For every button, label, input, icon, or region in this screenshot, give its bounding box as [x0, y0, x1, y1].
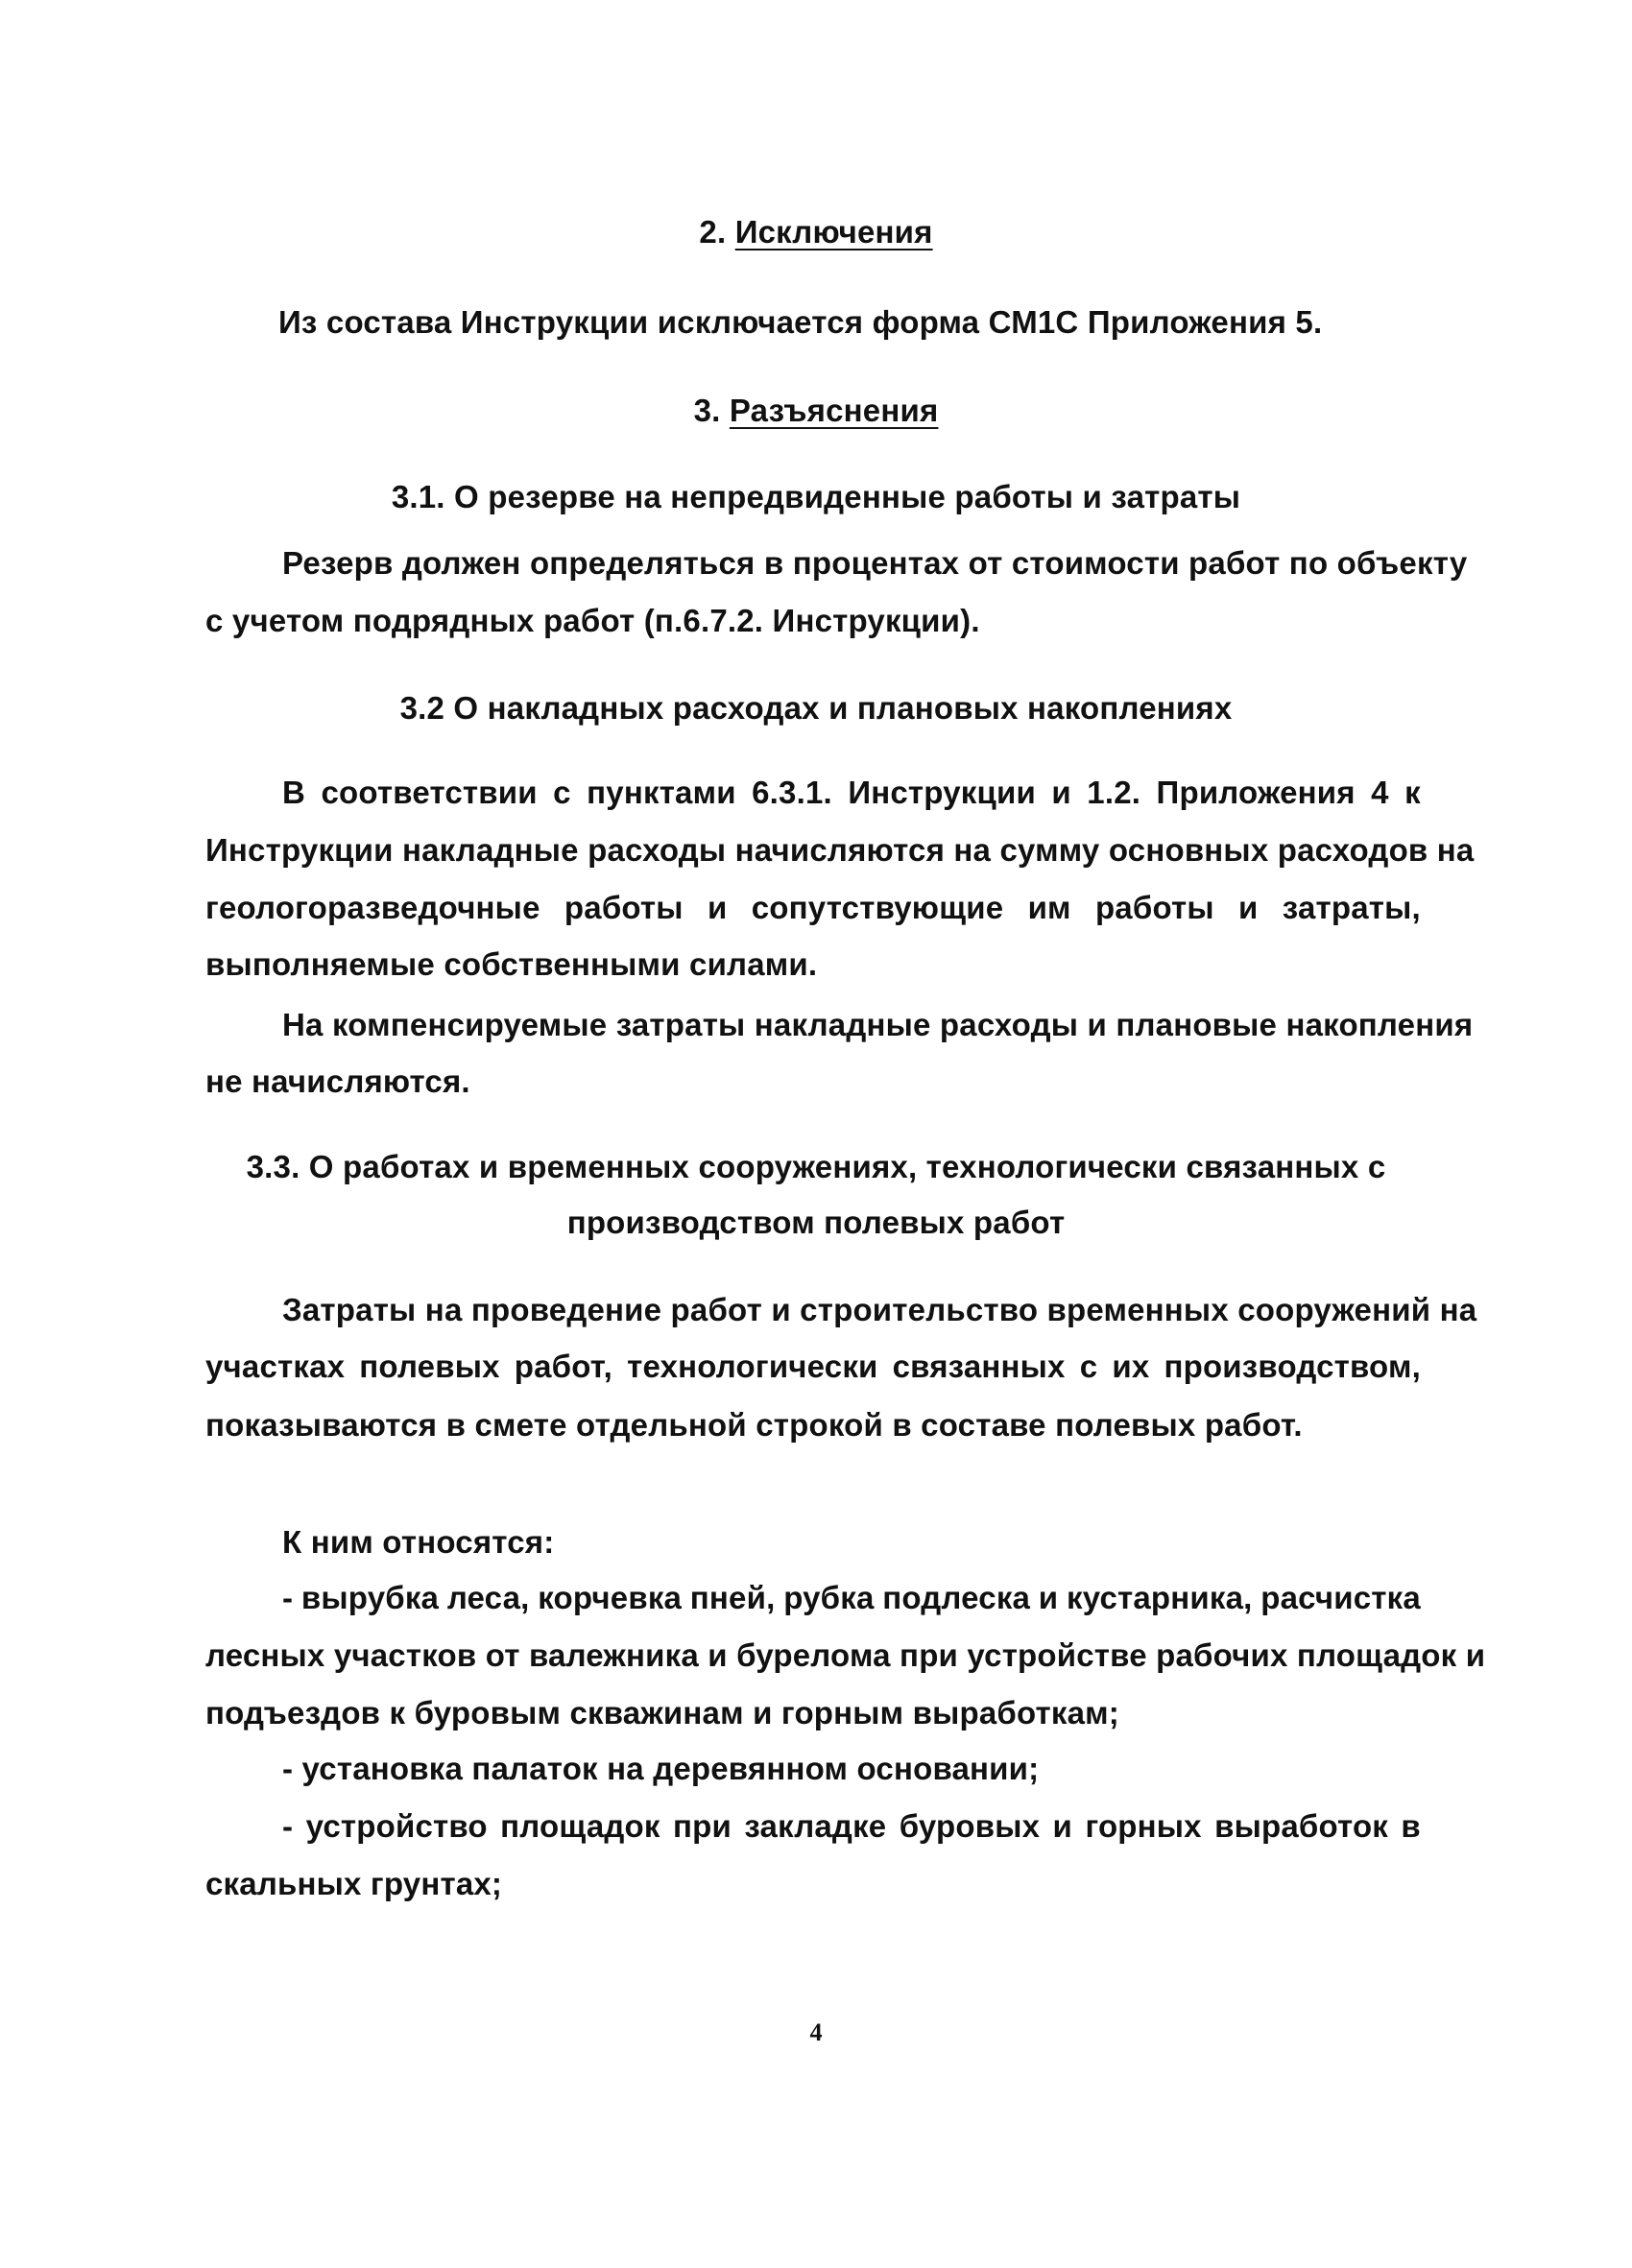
section-3-3-item-1-line-1 — [282, 1579, 1421, 1617]
word: корчевка — [538, 1580, 683, 1615]
word: работы — [564, 890, 684, 925]
word: и — [1238, 890, 1259, 925]
word: расчистка — [1260, 1580, 1421, 1615]
word: и — [1051, 775, 1071, 810]
section-3-heading — [0, 392, 1632, 430]
word: закладке — [744, 1808, 887, 1844]
word: - — [282, 1808, 294, 1844]
section-3-title: Разъяснения — [729, 393, 939, 428]
word: работ, — [514, 1349, 613, 1384]
word: 1.2. — [1087, 775, 1141, 810]
section-3-2-p2-line-2: не начисляются. — [205, 1063, 470, 1099]
word: производством, — [1164, 1349, 1421, 1384]
section-3-3-item-2: - установка палаток на деревянном основании; — [282, 1751, 1040, 1786]
word: работы — [1094, 890, 1214, 925]
word: леса, — [446, 1580, 530, 1615]
word: пунктами — [587, 775, 736, 810]
section-3-2-heading: 3.2 О накладных расходах и плановых накоплениях — [399, 690, 1233, 726]
word: сопутствующие — [751, 890, 1004, 925]
word: выработок — [1214, 1808, 1389, 1844]
word: с — [553, 775, 571, 810]
word: с — [1079, 1349, 1098, 1384]
section-3-2-p1-line-1 — [282, 774, 1421, 812]
section-3-2-p1-line-2: Инструкции накладные расходы начисляются на сумму основных расходов на — [205, 832, 1475, 868]
word: затраты, — [1282, 890, 1421, 925]
section-3-2-p2-line-1: На компенсируемые затраты накладные расходы и плановые накопления — [282, 1007, 1474, 1042]
word: связанных — [892, 1349, 1066, 1384]
word: им — [1027, 890, 1071, 925]
section-3-3-heading-line-1: 3.3. О работах и временных сооружениях, технологически связанных с — [246, 1149, 1386, 1184]
word: пней, — [689, 1580, 776, 1615]
word: 4 — [1371, 775, 1389, 810]
word: подлеска — [882, 1580, 1031, 1615]
section-3-3-p1-line-2 — [205, 1348, 1421, 1386]
word: рубка — [783, 1580, 875, 1615]
word: соответствии — [321, 775, 538, 810]
section-3-3-item-3-line-1 — [282, 1807, 1421, 1846]
word: к — [1404, 775, 1421, 810]
word: при — [673, 1808, 732, 1844]
word: буровых — [899, 1808, 1041, 1844]
section-3-3-p1-line-3: показываются в смете отдельной строкой в составе полевых работ. — [205, 1407, 1303, 1443]
section-2-title: Исключения — [734, 214, 933, 250]
section-3-2-p1-line-4: выполняемые собственными силами. — [205, 946, 818, 982]
word: устройство — [305, 1808, 488, 1844]
word: кустарника, — [1067, 1580, 1253, 1615]
word: площадок — [500, 1808, 660, 1844]
section-3-3-item-1-line-2: лесных участков от валежника и бурелома при устройстве рабочих площадок и — [205, 1637, 1486, 1673]
word: и — [1052, 1808, 1073, 1844]
word: В — [282, 775, 306, 810]
word: их — [1112, 1349, 1150, 1384]
section-3-2-p1-line-3 — [205, 889, 1421, 927]
word: - — [282, 1580, 294, 1615]
word: в — [1401, 1808, 1421, 1844]
section-3-3-list-intro: К ним относятся: — [282, 1524, 555, 1560]
word: геологоразведочные — [205, 890, 540, 925]
section-2-body: Из состава Инструкции исключается форма СМ1С Приложения 5. — [278, 304, 1323, 340]
section-3-3-p1-line-1: Затраты на проведение работ и строительство временных сооружений на — [282, 1292, 1477, 1327]
section-3-number: 3. — [693, 393, 721, 428]
section-2-number: 2. — [699, 214, 727, 250]
word: 6.3.1. — [752, 775, 832, 810]
word: горных — [1085, 1808, 1202, 1844]
word: Инструкции — [848, 775, 1036, 810]
word: и — [707, 890, 728, 925]
word: участках — [205, 1349, 346, 1384]
section-3-3-item-1-line-3: подъездов к буровым скважинам и горным выработкам; — [205, 1695, 1119, 1731]
word: Приложения — [1156, 775, 1356, 810]
word: полевых — [359, 1349, 500, 1384]
section-3-1-line-2: с учетом подрядных работ (п.6.7.2. Инструкции). — [205, 603, 980, 638]
section-3-1-heading: 3.1. О резерве на непредвиденные работы и затраты — [391, 479, 1241, 514]
section-3-3-heading-line-2: производством полевых работ — [566, 1205, 1066, 1240]
section-3-1-line-1: Резерв должен определяться в процентах от стоимости работ по объекту — [282, 545, 1468, 581]
word: технологически — [627, 1349, 878, 1384]
section-3-3-item-3-line-2: скальных грунтах; — [205, 1866, 503, 1901]
section-2-heading — [0, 213, 1632, 251]
word: и — [1038, 1580, 1059, 1615]
word: вырубка — [300, 1580, 440, 1615]
page-number: 4 — [809, 2018, 823, 2046]
